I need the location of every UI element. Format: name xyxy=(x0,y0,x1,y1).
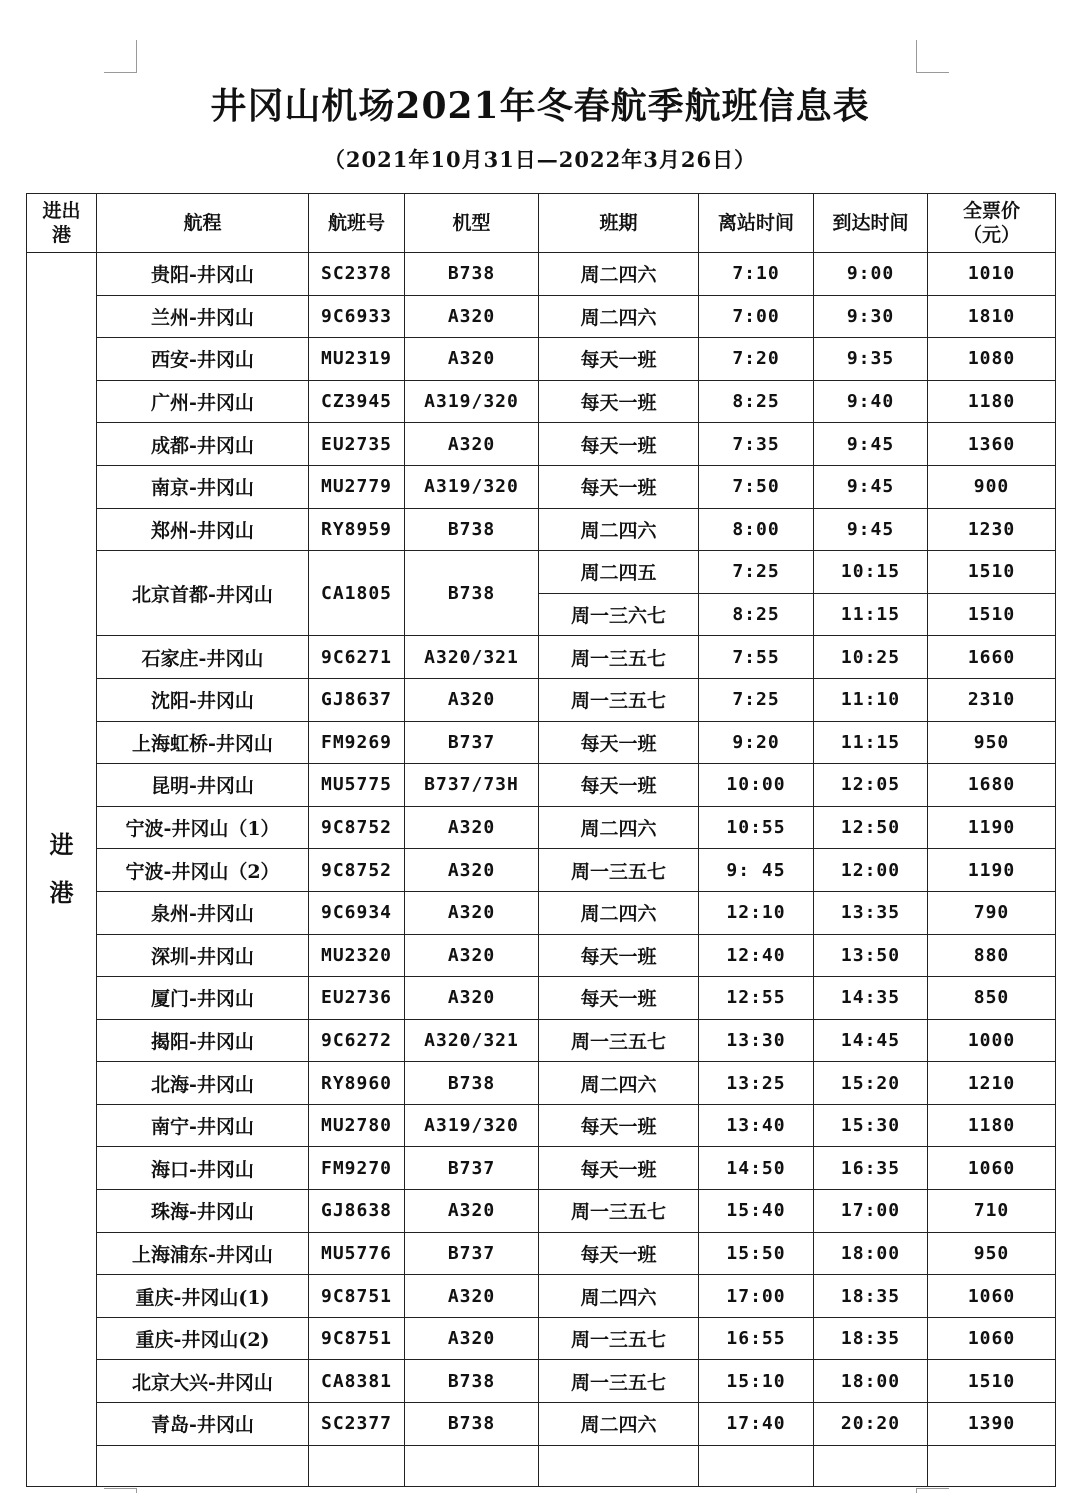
table-row xyxy=(27,977,1056,1020)
arrival-time-cell: 12:05 xyxy=(814,764,928,807)
header-route: 航程 xyxy=(97,194,309,253)
route-cell: 重庆-井冈山(1) xyxy=(97,1275,309,1318)
arrival-time-cell: 13:35 xyxy=(814,891,928,934)
departure-time-cell: 7:50 xyxy=(699,465,814,508)
aircraft-cell: B738 xyxy=(405,508,539,551)
aircraft-cell: B737 xyxy=(405,1232,539,1275)
arrival-time-cell: 12:50 xyxy=(814,806,928,849)
price-cell: 1190 xyxy=(928,849,1056,892)
flight-number-cell: SC2378 xyxy=(309,253,405,296)
header-flight-no: 航班号 xyxy=(309,194,405,253)
route-cell: 重庆-井冈山(2) xyxy=(97,1317,309,1360)
aircraft-cell: A320 xyxy=(405,891,539,934)
price-cell: 2310 xyxy=(928,678,1056,721)
table-row xyxy=(27,508,1056,551)
arrival-time-cell: 9:40 xyxy=(814,380,928,423)
price-cell: 1060 xyxy=(928,1275,1056,1318)
arrival-time-cell: 9:30 xyxy=(814,295,928,338)
empty-cell xyxy=(539,1445,699,1486)
departure-time-cell: 16:55 xyxy=(699,1317,814,1360)
price-cell: 1010 xyxy=(928,253,1056,296)
table-row xyxy=(27,849,1056,892)
crop-mark-top-left xyxy=(104,40,137,73)
schedule-cell: 每天一班 xyxy=(539,721,699,764)
schedule-cell: 周二四六 xyxy=(539,508,699,551)
route-cell: 沈阳-井冈山 xyxy=(97,678,309,721)
route-cell: 深圳-井冈山 xyxy=(97,934,309,977)
schedule-cell: 每天一班 xyxy=(539,1232,699,1275)
departure-time-cell: 15:50 xyxy=(699,1232,814,1275)
header-row xyxy=(27,194,1056,253)
table-row xyxy=(27,295,1056,338)
aircraft-cell: A319/320 xyxy=(405,1104,539,1147)
price-cell: 1360 xyxy=(928,423,1056,466)
price-cell: 1510 xyxy=(928,593,1056,636)
arrival-time-cell: 18:35 xyxy=(814,1317,928,1360)
header-arrive: 到达时间 xyxy=(814,194,928,253)
arrival-time-cell: 9:00 xyxy=(814,253,928,296)
flight-schedule-table xyxy=(26,193,1056,1487)
header-schedule: 班期 xyxy=(539,194,699,253)
direction-cell xyxy=(27,253,97,1487)
departure-time-cell: 8:00 xyxy=(699,508,814,551)
flight-number-cell: 9C6934 xyxy=(309,891,405,934)
arrival-time-cell: 14:45 xyxy=(814,1019,928,1062)
arrival-time-cell: 18:00 xyxy=(814,1232,928,1275)
empty-cell xyxy=(928,1445,1056,1486)
arrival-time-cell: 12:00 xyxy=(814,849,928,892)
table-row xyxy=(27,1062,1056,1105)
arrival-time-cell: 17:00 xyxy=(814,1190,928,1233)
aircraft-cell: A320 xyxy=(405,806,539,849)
table-row xyxy=(27,891,1056,934)
table-row xyxy=(27,636,1056,679)
aircraft-cell: B738 xyxy=(405,1062,539,1105)
schedule-cell: 周二四五 xyxy=(539,551,699,594)
arrival-time-cell: 15:20 xyxy=(814,1062,928,1105)
flight-number-cell: GJ8638 xyxy=(309,1190,405,1233)
flight-number-cell: 9C8751 xyxy=(309,1317,405,1360)
schedule-cell: 周一三五七 xyxy=(539,1190,699,1233)
schedule-cell: 周一三六七 xyxy=(539,593,699,636)
crop-mark-top-right xyxy=(916,40,949,73)
price-cell: 1390 xyxy=(928,1403,1056,1446)
flight-number-cell: MU2320 xyxy=(309,934,405,977)
flight-number-cell: MU5775 xyxy=(309,764,405,807)
table-row xyxy=(27,551,1056,594)
table-row xyxy=(27,465,1056,508)
flight-number-cell: 9C8752 xyxy=(309,849,405,892)
route-cell: 广州-井冈山 xyxy=(97,380,309,423)
arrival-time-cell: 11:15 xyxy=(814,721,928,764)
aircraft-cell: A320/321 xyxy=(405,636,539,679)
table-row xyxy=(27,678,1056,721)
flight-number-cell: MU2780 xyxy=(309,1104,405,1147)
schedule-cell: 周一三五七 xyxy=(539,678,699,721)
header-depart: 离站时间 xyxy=(699,194,814,253)
flight-number-cell: MU2779 xyxy=(309,465,405,508)
aircraft-cell: A320/321 xyxy=(405,1019,539,1062)
arrival-time-cell: 14:35 xyxy=(814,977,928,1020)
arrival-time-cell: 11:15 xyxy=(814,593,928,636)
departure-time-cell: 12:55 xyxy=(699,977,814,1020)
route-cell: 厦门-井冈山 xyxy=(97,977,309,1020)
flight-number-cell: SC2377 xyxy=(309,1403,405,1446)
flight-number-cell: FM9269 xyxy=(309,721,405,764)
price-cell: 1210 xyxy=(928,1062,1056,1105)
price-cell: 950 xyxy=(928,1232,1056,1275)
schedule-cell: 每天一班 xyxy=(539,465,699,508)
route-cell: 珠海-井冈山 xyxy=(97,1190,309,1233)
table-row xyxy=(27,1147,1056,1190)
aircraft-cell: A320 xyxy=(405,849,539,892)
route-cell: 宁波-井冈山（1） xyxy=(97,806,309,849)
page-title: 井冈山机场2021年冬春航季航班信息表 xyxy=(210,85,870,127)
departure-time-cell: 9: 45 xyxy=(699,849,814,892)
header-direction: 进出港 xyxy=(27,194,97,253)
departure-time-cell: 7:10 xyxy=(699,253,814,296)
price-cell: 1230 xyxy=(928,508,1056,551)
aircraft-cell: A319/320 xyxy=(405,465,539,508)
flight-number-cell: MU5776 xyxy=(309,1232,405,1275)
aircraft-cell: B738 xyxy=(405,1403,539,1446)
price-cell: 1660 xyxy=(928,636,1056,679)
schedule-cell: 每天一班 xyxy=(539,977,699,1020)
flight-number-cell: 9C8751 xyxy=(309,1275,405,1318)
table-row xyxy=(27,1317,1056,1360)
aircraft-cell: B737/73H xyxy=(405,764,539,807)
schedule-cell: 周一三五七 xyxy=(539,1019,699,1062)
table-row xyxy=(27,1232,1056,1275)
arrival-time-cell: 11:10 xyxy=(814,678,928,721)
arrival-time-cell: 9:45 xyxy=(814,465,928,508)
departure-time-cell: 17:40 xyxy=(699,1403,814,1446)
price-cell: 1060 xyxy=(928,1317,1056,1360)
aircraft-cell: A320 xyxy=(405,423,539,466)
route-cell: 南京-井冈山 xyxy=(97,465,309,508)
departure-time-cell: 7:35 xyxy=(699,423,814,466)
flight-number-cell: RY8960 xyxy=(309,1062,405,1105)
empty-cell xyxy=(309,1445,405,1486)
departure-time-cell: 8:25 xyxy=(699,593,814,636)
price-cell: 950 xyxy=(928,721,1056,764)
route-cell: 西安-井冈山 xyxy=(97,338,309,381)
price-cell: 1000 xyxy=(928,1019,1056,1062)
flight-number-cell: CA1805 xyxy=(309,551,405,636)
flight-number-cell: 9C6271 xyxy=(309,636,405,679)
flight-number-cell: CZ3945 xyxy=(309,380,405,423)
table-row xyxy=(27,1190,1056,1233)
arrival-time-cell: 18:00 xyxy=(814,1360,928,1403)
departure-time-cell: 15:40 xyxy=(699,1190,814,1233)
flight-number-cell: MU2319 xyxy=(309,338,405,381)
route-cell: 贵阳-井冈山 xyxy=(97,253,309,296)
aircraft-cell: A320 xyxy=(405,977,539,1020)
departure-time-cell: 13:30 xyxy=(699,1019,814,1062)
arrival-time-cell: 15:30 xyxy=(814,1104,928,1147)
price-cell: 1180 xyxy=(928,380,1056,423)
arrival-time-cell: 10:25 xyxy=(814,636,928,679)
schedule-cell: 每天一班 xyxy=(539,338,699,381)
table-row xyxy=(27,934,1056,977)
schedule-cell: 每天一班 xyxy=(539,934,699,977)
departure-time-cell: 12:40 xyxy=(699,934,814,977)
schedule-cell: 周二四六 xyxy=(539,1403,699,1446)
aircraft-cell: A320 xyxy=(405,1317,539,1360)
header-price: 全票价（元） xyxy=(928,194,1056,253)
departure-time-cell: 7:20 xyxy=(699,338,814,381)
route-cell: 宁波-井冈山（2） xyxy=(97,849,309,892)
table-row xyxy=(27,1019,1056,1062)
departure-time-cell: 7:00 xyxy=(699,295,814,338)
aircraft-cell: A320 xyxy=(405,295,539,338)
aircraft-cell: A320 xyxy=(405,678,539,721)
crop-mark-bottom-right xyxy=(916,1488,949,1493)
arrival-time-cell: 9:35 xyxy=(814,338,928,381)
departure-time-cell: 7:25 xyxy=(699,551,814,594)
flight-number-cell: FM9270 xyxy=(309,1147,405,1190)
price-cell: 850 xyxy=(928,977,1056,1020)
route-cell: 上海虹桥-井冈山 xyxy=(97,721,309,764)
price-cell: 1510 xyxy=(928,551,1056,594)
arrival-time-cell: 16:35 xyxy=(814,1147,928,1190)
empty-cell xyxy=(699,1445,814,1486)
price-cell: 1680 xyxy=(928,764,1056,807)
flight-number-cell: CA8381 xyxy=(309,1360,405,1403)
empty-cell xyxy=(97,1445,309,1486)
flight-number-cell: 9C6933 xyxy=(309,295,405,338)
route-cell: 上海浦东-井冈山 xyxy=(97,1232,309,1275)
route-cell: 兰州-井冈山 xyxy=(97,295,309,338)
price-cell: 710 xyxy=(928,1190,1056,1233)
price-cell: 1060 xyxy=(928,1147,1056,1190)
price-cell: 1080 xyxy=(928,338,1056,381)
route-cell: 郑州-井冈山 xyxy=(97,508,309,551)
schedule-cell: 周一三五七 xyxy=(539,636,699,679)
schedule-cell: 周二四六 xyxy=(539,1275,699,1318)
price-cell: 880 xyxy=(928,934,1056,977)
table-row xyxy=(27,1104,1056,1147)
aircraft-cell: A320 xyxy=(405,1190,539,1233)
price-cell: 1510 xyxy=(928,1360,1056,1403)
route-cell: 南宁-井冈山 xyxy=(97,1104,309,1147)
aircraft-cell: B738 xyxy=(405,551,539,636)
price-cell: 1810 xyxy=(928,295,1056,338)
flight-number-cell: GJ8637 xyxy=(309,678,405,721)
table-row xyxy=(27,1360,1056,1403)
route-cell: 北京首都-井冈山 xyxy=(97,551,309,636)
flight-number-cell: EU2736 xyxy=(309,977,405,1020)
arrival-time-cell: 20:20 xyxy=(814,1403,928,1446)
route-cell: 石家庄-井冈山 xyxy=(97,636,309,679)
price-cell: 1190 xyxy=(928,806,1056,849)
schedule-cell: 周一三五七 xyxy=(539,1360,699,1403)
price-cell: 790 xyxy=(928,891,1056,934)
route-cell: 青岛-井冈山 xyxy=(97,1403,309,1446)
aircraft-cell: A320 xyxy=(405,1275,539,1318)
departure-time-cell: 13:25 xyxy=(699,1062,814,1105)
empty-cell xyxy=(405,1445,539,1486)
schedule-cell: 周二四六 xyxy=(539,1062,699,1105)
departure-time-cell: 17:00 xyxy=(699,1275,814,1318)
arrival-time-cell: 9:45 xyxy=(814,508,928,551)
table-row xyxy=(27,338,1056,381)
arrival-time-cell: 10:15 xyxy=(814,551,928,594)
aircraft-cell: A320 xyxy=(405,934,539,977)
price-cell: 900 xyxy=(928,465,1056,508)
schedule-cell: 每天一班 xyxy=(539,764,699,807)
arrival-time-cell: 9:45 xyxy=(814,423,928,466)
empty-cell xyxy=(814,1445,928,1486)
route-cell: 昆明-井冈山 xyxy=(97,764,309,807)
route-cell: 北京大兴-井冈山 xyxy=(97,1360,309,1403)
schedule-cell: 周一三五七 xyxy=(539,1317,699,1360)
aircraft-cell: B738 xyxy=(405,253,539,296)
flight-number-cell: EU2735 xyxy=(309,423,405,466)
schedule-cell: 周二四六 xyxy=(539,891,699,934)
schedule-cell: 每天一班 xyxy=(539,1147,699,1190)
flight-number-cell: 9C8752 xyxy=(309,806,405,849)
arrival-time-cell: 13:50 xyxy=(814,934,928,977)
schedule-cell: 周一三五七 xyxy=(539,849,699,892)
departure-time-cell: 10:00 xyxy=(699,764,814,807)
route-cell: 海口-井冈山 xyxy=(97,1147,309,1190)
route-cell: 泉州-井冈山 xyxy=(97,891,309,934)
schedule-cell: 每天一班 xyxy=(539,380,699,423)
table-row xyxy=(27,1275,1056,1318)
aircraft-cell: A320 xyxy=(405,338,539,381)
departure-time-cell: 7:55 xyxy=(699,636,814,679)
route-cell: 北海-井冈山 xyxy=(97,1062,309,1105)
departure-time-cell: 9:20 xyxy=(699,721,814,764)
aircraft-cell: B737 xyxy=(405,721,539,764)
route-cell: 成都-井冈山 xyxy=(97,423,309,466)
schedule-cell: 周二四六 xyxy=(539,253,699,296)
table-row xyxy=(27,806,1056,849)
aircraft-cell: A319/320 xyxy=(405,380,539,423)
flight-number-cell: RY8959 xyxy=(309,508,405,551)
departure-time-cell: 14:50 xyxy=(699,1147,814,1190)
route-cell: 揭阳-井冈山 xyxy=(97,1019,309,1062)
direction-label: 进港 xyxy=(49,830,74,908)
flight-number-cell: 9C6272 xyxy=(309,1019,405,1062)
header-aircraft: 机型 xyxy=(405,194,539,253)
schedule-cell: 每天一班 xyxy=(539,1104,699,1147)
aircraft-cell: B738 xyxy=(405,1360,539,1403)
aircraft-cell: B737 xyxy=(405,1147,539,1190)
arrival-time-cell: 18:35 xyxy=(814,1275,928,1318)
schedule-cell: 周二四六 xyxy=(539,295,699,338)
table-row xyxy=(27,380,1056,423)
departure-time-cell: 8:25 xyxy=(699,380,814,423)
departure-time-cell: 10:55 xyxy=(699,806,814,849)
schedule-cell: 周二四六 xyxy=(539,806,699,849)
page-subtitle: （2021年10月31日—2022年3月26日） xyxy=(323,147,757,172)
table-row xyxy=(27,721,1056,764)
table-row xyxy=(27,1403,1056,1446)
departure-time-cell: 12:10 xyxy=(699,891,814,934)
price-cell: 1180 xyxy=(928,1104,1056,1147)
schedule-cell: 每天一班 xyxy=(539,423,699,466)
crop-mark-bottom-left xyxy=(104,1488,137,1493)
table-row xyxy=(27,423,1056,466)
table-row xyxy=(27,764,1056,807)
departure-time-cell: 7:25 xyxy=(699,678,814,721)
departure-time-cell: 13:40 xyxy=(699,1104,814,1147)
table-row xyxy=(27,253,1056,296)
empty-row xyxy=(27,1445,1056,1486)
departure-time-cell: 15:10 xyxy=(699,1360,814,1403)
